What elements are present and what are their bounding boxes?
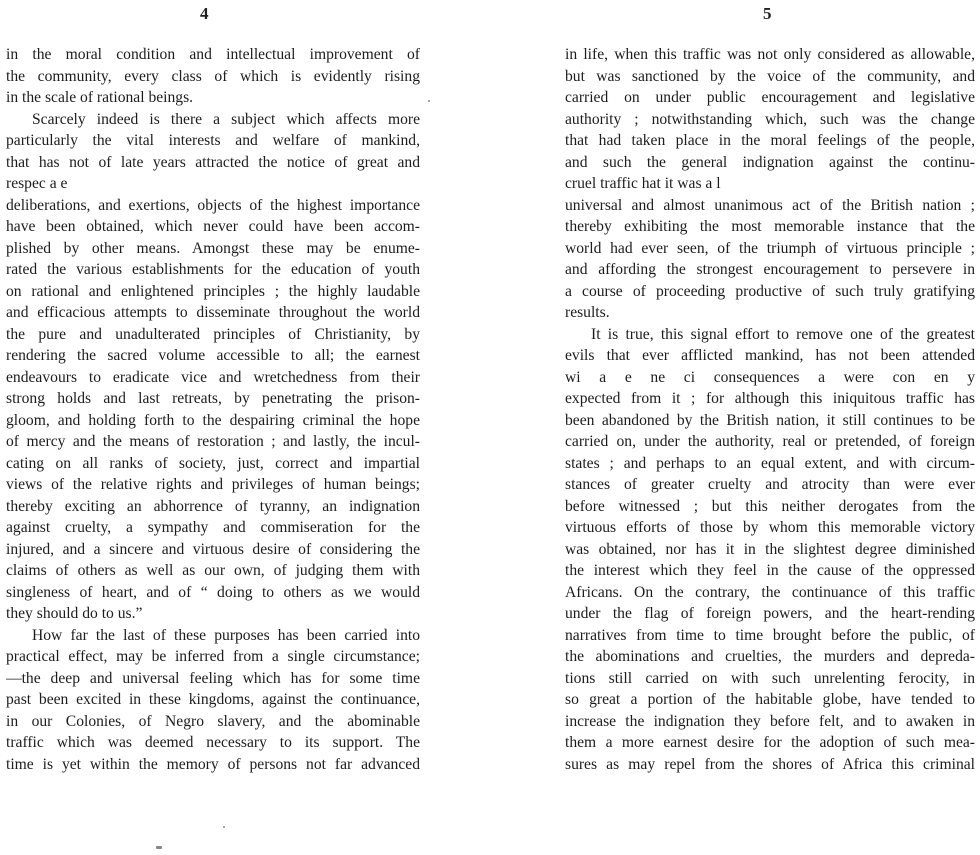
text-line: virtuous efforts of those by whom this memorable victory	[565, 519, 975, 536]
text-line: them a more earnest desire for the adoption of such mea-	[565, 734, 975, 751]
text-line: strong holds and last retreats, by penetrating the prison-	[6, 390, 420, 407]
text-line: particularly the vital interests and welfare of mankind,	[6, 132, 420, 149]
scan-speck	[223, 826, 225, 828]
text-line: increase the indignation they before felt, and to awaken in	[565, 712, 975, 730]
text-line: have been obtained, which never could have been accom-	[6, 218, 420, 235]
text-line: endeavours to eradicate vice and wretchedness from their	[6, 368, 420, 386]
text-line: plished by other means. Amongst these may be enume-	[6, 239, 420, 257]
scan-speck	[156, 846, 162, 849]
text-line: Scarcely indeed is there a subject which affects more	[32, 110, 420, 128]
text-line: thereby exciting an abhorrence of tyranny, an indignation	[6, 497, 420, 515]
text-line: been abandoned by the British nation, it still continues to be	[565, 411, 975, 429]
text-line: against cruelty, a sympathy and commiseration for the	[6, 519, 420, 536]
text-line: before witnessed ; but this neither derogates from the	[565, 497, 975, 515]
text-line: carried on, under the authority, real or pretended, of foreign	[565, 433, 975, 450]
text-line: views of the relative rights and privileges of human beings;	[6, 476, 420, 493]
text-line: of mercy and the means of restoration ; and lastly, the incul-	[6, 433, 420, 450]
text-line: in our Colonies, of Negro slavery, and the abominable	[6, 712, 420, 730]
text-line: authority ; notwithstanding which, such was the change	[565, 110, 975, 128]
text-line: results.	[565, 304, 610, 321]
text-line: and affording the strongest encouragement to persevere in	[565, 261, 975, 278]
text-line: so great a portion of the habitable globe, have tended to	[565, 691, 975, 708]
text-line: How far the last of these purposes has been carried into	[32, 626, 420, 644]
text-line: evils that ever afflicted mankind, has not been attended	[565, 347, 975, 364]
text-line: world had ever seen, of the triumph of virtuous principle ;	[565, 239, 975, 257]
text-line: that has not of late years attracted the notice of great and	[6, 153, 420, 171]
text-line: under the flag of foreign powers, and the heart-rending	[565, 605, 975, 622]
text-line: wi a e ne ci consequences a were con en y	[565, 368, 975, 386]
text-line: states ; and perhaps to an equal extent, and with circum-	[565, 454, 975, 472]
text-line: claims of others as well as our own, of judging them with	[6, 562, 420, 579]
text-line: on rational and enlightened principles ; the highly laudable	[6, 282, 420, 300]
text-line: cruel traffic hat it was a l	[565, 175, 721, 192]
text-line: traffic which was deemed necessary to its support. The	[6, 734, 420, 751]
text-line: in the moral condition and intellectual improvement of	[6, 46, 420, 63]
text-line: injured, and a sincere and virtuous desire of considering the	[6, 540, 420, 558]
text-line: in the scale of rational beings.	[6, 89, 194, 106]
text-line: carried on under public encouragement and legislative	[565, 89, 975, 106]
text-line: rendering the sacred volume accessible to all; the earnest	[6, 347, 420, 364]
text-line: practical effect, may be inferred from a single circumstance;	[6, 648, 420, 665]
text-line: —the deep and universal feeling which has for some time	[6, 669, 420, 687]
left-page	[0, 0, 440, 855]
text-line: stances of greater cruelty and atrocity than were ever	[565, 476, 975, 493]
scan-speck	[428, 100, 430, 102]
text-line: deliberations, and exertions, objects of the highest importance	[6, 196, 420, 214]
text-line: the interest which they feel in the cause of the oppressed	[565, 562, 975, 579]
text-line: expected from it ; for although this iniquitous traffic has	[565, 390, 975, 407]
text-line: a course of proceeding productive of such truly gratifying	[565, 282, 975, 300]
text-line: and such the general indignation against the continu-	[565, 153, 975, 171]
text-line: in life, when this traffic was not only considered as allowable,	[565, 46, 975, 63]
text-line: singleness of heart, and of “ doing to others as we would	[6, 583, 420, 601]
text-line: the abominations and cruelties, the murders and depreda-	[565, 648, 975, 665]
text-line: sures as may repel from the shores of Africa this criminal	[565, 755, 975, 773]
page-number: 5	[763, 4, 772, 23]
text-line: It is true, this signal effort to remove one of the greatest	[591, 325, 975, 343]
text-line: they should do to us.”	[6, 605, 143, 622]
text-line: cating on all ranks of society, just, correct and impartial	[6, 454, 420, 472]
text-line: and efficacious attempts to disseminate throughout the world	[6, 304, 420, 321]
right-page	[450, 0, 980, 855]
text-line: the pure and unadulterated principles of Christianity, by	[6, 325, 420, 343]
text-line: time is yet within the memory of persons not far advanced	[6, 755, 420, 773]
page-number: 4	[200, 4, 209, 23]
page-body	[565, 44, 975, 775]
page-body	[6, 44, 420, 775]
text-line: but was sanctioned by the voice of the community, and	[565, 67, 975, 85]
text-line: that had taken place in the moral feelings of the people,	[565, 132, 975, 149]
text-line: tions still carried on with such unrelenting ferocity, in	[565, 669, 975, 687]
text-line: universal and almost unanimous act of the British nation ;	[565, 196, 975, 214]
text-line: gloom, and holding forth to the despairing criminal the hope	[6, 411, 420, 429]
text-line: Africans. On the contrary, the continuance of this traffic	[565, 583, 975, 601]
text-line: was obtained, nor has it in the slightest degree diminished	[565, 540, 975, 558]
text-line: thereby exhibiting the most memorable instance that the	[565, 218, 975, 235]
text-line: narratives from time to time brought before the public, of	[565, 626, 975, 644]
text-line: rated the various establishments for the education of youth	[6, 261, 420, 278]
text-line: past been excited in these kingdoms, against the continuance,	[6, 691, 420, 708]
text-line: respec a e	[6, 175, 68, 192]
text-line: the community, every class of which is evidently rising	[6, 67, 420, 85]
